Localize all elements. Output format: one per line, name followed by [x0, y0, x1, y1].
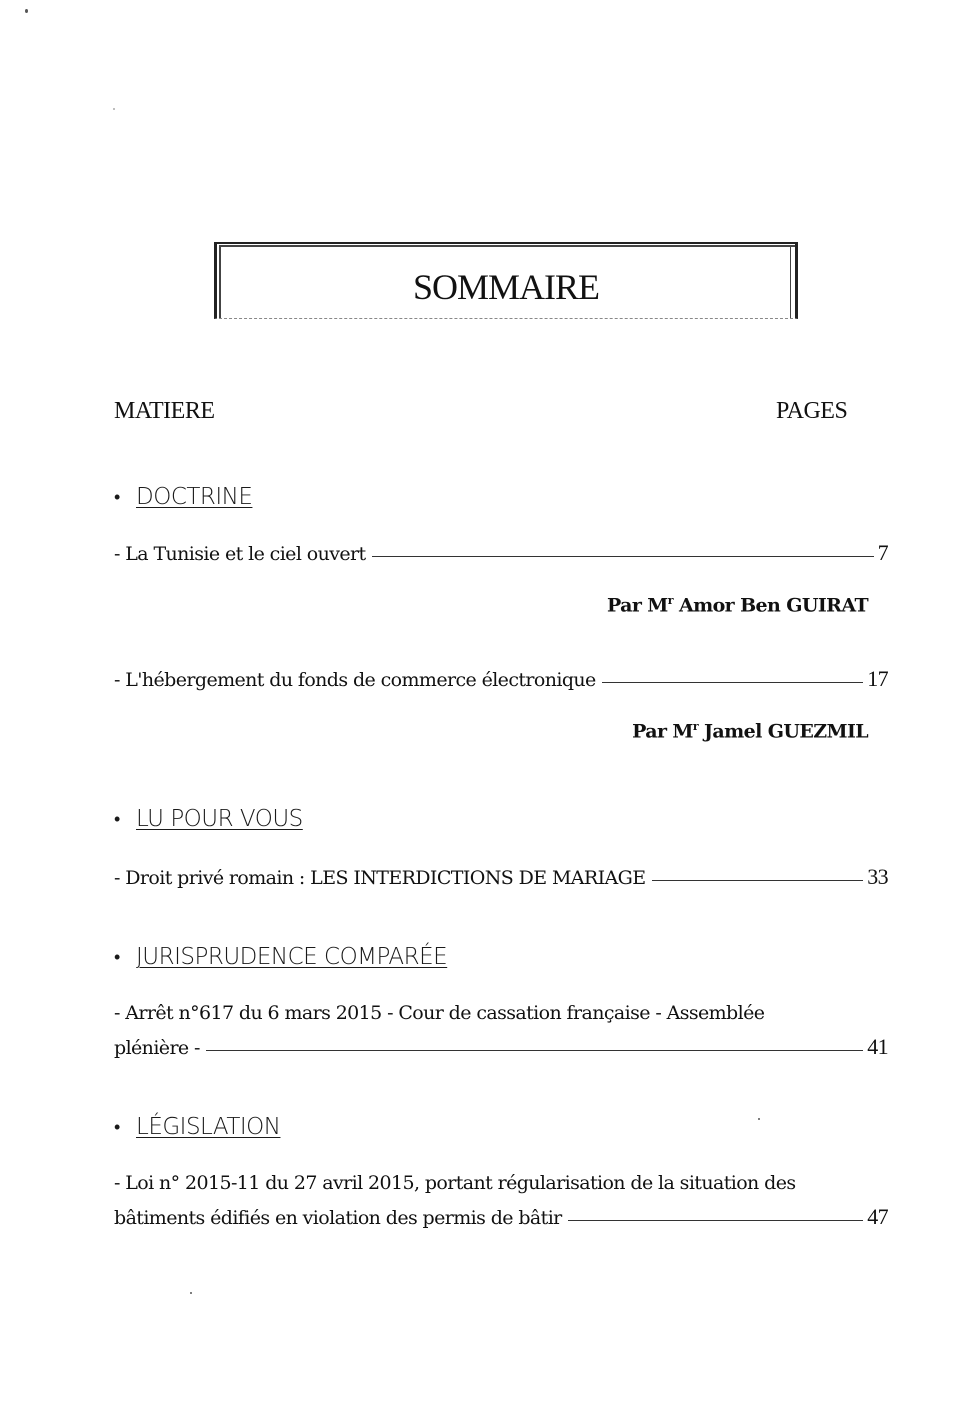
section-label: DOCTRINE — [136, 484, 253, 510]
toc-entry-line — [114, 1030, 888, 1065]
toc-entry — [114, 860, 888, 895]
toc-entry-line — [114, 1200, 888, 1235]
toc-entry — [114, 662, 888, 697]
section-heading-jurisprudence-comparee — [114, 944, 447, 970]
toc-entry-title: - La Tunisie et le ciel ouvert — [114, 543, 366, 565]
toc-entry-title: bâtiments édifiés en violation des permis de bâtir — [114, 1207, 562, 1229]
toc-entry-title-line-1: - Arrêt n°617 du 6 mars 2015 - Cour de cassation française - Assemblée — [114, 1002, 765, 1024]
page-title: SOMMAIRE — [412, 267, 600, 307]
toc-entry — [114, 536, 888, 571]
scan-speck — [190, 1292, 192, 1294]
toc-entry-title: - Droit privé romain : LES INTERDICTIONS DE MARIAGE — [114, 867, 646, 889]
scan-speck — [758, 1118, 760, 1120]
toc-entry-line — [114, 860, 888, 895]
toc-entry-line — [114, 536, 888, 571]
toc-page-number: 47 — [867, 1204, 888, 1229]
title-frame — [214, 242, 798, 319]
bullet-icon: • — [114, 809, 120, 830]
toc-entry-line — [114, 662, 888, 697]
column-header-pages: PAGES — [776, 398, 848, 424]
dot-leader — [602, 682, 864, 683]
toc-entry-title-line-1: - Loi n° 2015-11 du 27 avril 2015, portant régularisation de la situation des — [114, 1172, 796, 1194]
scan-speck — [25, 9, 28, 13]
section-label: JURISPRUDENCE COMPARÉE — [136, 944, 448, 970]
toc-entry-title: - L'hébergement du fonds de commerce électronique — [114, 669, 596, 691]
section-heading-doctrine — [114, 484, 252, 510]
toc-page-number: 33 — [867, 864, 888, 889]
scan-speck — [113, 108, 115, 110]
toc-entry — [114, 996, 888, 1065]
section-label: LU POUR VOUS — [136, 806, 303, 832]
column-header-matiere: MATIERE — [114, 398, 215, 424]
dot-leader — [652, 880, 864, 881]
toc-entry-author: Par $M^r$ Amor Ben GUIRAT — [606, 594, 868, 617]
section-heading-legislation — [114, 1114, 280, 1140]
toc-entry-author: Par $M^r$ Jamel GUEZMIL — [632, 720, 868, 743]
toc-entry-title: plénière - — [114, 1037, 200, 1059]
bullet-icon: • — [114, 947, 120, 968]
dot-leader — [206, 1050, 863, 1051]
dot-leader — [372, 556, 874, 557]
section-label: LÉGISLATION — [136, 1114, 281, 1140]
dot-leader — [568, 1220, 864, 1221]
bullet-icon: • — [114, 487, 120, 508]
section-heading-lu-pour-vous — [114, 806, 303, 832]
bullet-icon: • — [114, 1117, 120, 1138]
toc-page-number: 7 — [877, 540, 888, 565]
toc-page-number: 17 — [867, 666, 888, 691]
toc-page-number: 41 — [867, 1034, 888, 1059]
toc-entry — [114, 1166, 888, 1235]
